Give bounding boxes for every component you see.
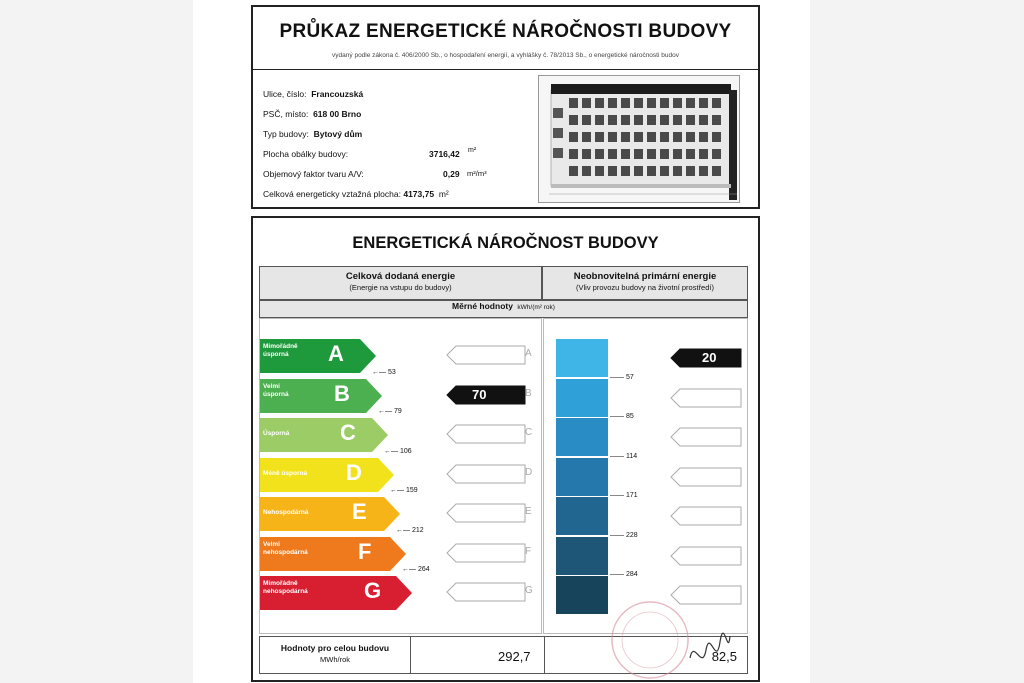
outline-class-letter: F bbox=[525, 545, 532, 557]
class-letter: G bbox=[364, 578, 382, 603]
area-unit: m² bbox=[438, 189, 449, 199]
class-boundary-tick: ←— 212 bbox=[396, 526, 424, 534]
building-window bbox=[634, 149, 643, 159]
building-window bbox=[660, 98, 669, 108]
outline-class-letter: E bbox=[525, 506, 532, 517]
envelope-value: 3716,42 bbox=[429, 149, 460, 159]
building-window bbox=[569, 149, 578, 159]
shape-row bbox=[263, 169, 487, 179]
right-column-title: Neobnovitelná primární energie bbox=[573, 271, 717, 282]
building-window bbox=[660, 115, 669, 125]
building-window bbox=[608, 98, 617, 108]
psc-row bbox=[263, 109, 361, 119]
building-window bbox=[686, 132, 695, 142]
energy-title: ENERGETICKÁ NÁROČNOST BUDOVY bbox=[352, 234, 659, 252]
building-window bbox=[647, 132, 656, 142]
building-window bbox=[699, 115, 708, 125]
primary-energy-band-g bbox=[556, 576, 608, 614]
outline-class-letter: G bbox=[525, 585, 533, 596]
left-column-subtitle: (Energie na vstupu do budovy) bbox=[349, 283, 452, 292]
outline-class-letter: C bbox=[525, 427, 533, 438]
building-window bbox=[686, 149, 695, 159]
primary-boundary-tick: —— 171 bbox=[610, 492, 638, 499]
building-window bbox=[621, 166, 630, 176]
whole-building-label-cell bbox=[260, 637, 411, 673]
building-window bbox=[712, 149, 721, 159]
specific-values-label: Měrné hodnoty bbox=[452, 301, 513, 311]
shape-value: 0,29 bbox=[443, 169, 460, 179]
primary-boundary-tick: —— 85 bbox=[610, 413, 634, 420]
building-window bbox=[634, 132, 643, 142]
divider bbox=[253, 69, 758, 70]
energy-class-b bbox=[260, 379, 382, 413]
primary-energy-band-f bbox=[556, 537, 608, 575]
specific-values-header bbox=[259, 300, 748, 318]
class-label: Úsporná bbox=[263, 430, 290, 437]
building-window bbox=[621, 98, 630, 108]
building-window bbox=[621, 149, 630, 159]
psc-value: 618 00 Brno bbox=[313, 109, 362, 119]
building-window bbox=[595, 166, 604, 176]
footer-divider bbox=[544, 637, 545, 673]
building-window bbox=[582, 98, 591, 108]
building-window bbox=[660, 149, 669, 159]
empty-class-arrow bbox=[446, 464, 526, 484]
class-letter: F bbox=[358, 538, 372, 564]
class-letter: B bbox=[334, 380, 350, 406]
building-window bbox=[608, 132, 617, 142]
empty-class-arrow bbox=[446, 543, 526, 563]
class-letter: E bbox=[352, 499, 367, 524]
specific-values-unit: kWh/(m² rok) bbox=[517, 304, 555, 311]
building-window bbox=[634, 98, 643, 108]
building-window bbox=[647, 98, 656, 108]
building-window bbox=[699, 149, 708, 159]
building-window bbox=[660, 166, 669, 176]
building-window bbox=[569, 115, 578, 125]
energy-class-g bbox=[260, 576, 412, 610]
building-window bbox=[569, 132, 578, 142]
certificate-title: PRŮKAZ ENERGETICKÉ NÁROČNOSTI BUDOVY bbox=[279, 21, 732, 42]
building-window bbox=[686, 115, 695, 125]
building-window bbox=[634, 115, 643, 125]
psc-label: PSČ, místo: bbox=[263, 109, 309, 119]
empty-class-arrow bbox=[446, 582, 526, 602]
delivered-energy-value: 70 bbox=[472, 386, 487, 402]
energy-class-e bbox=[260, 497, 400, 531]
street-row bbox=[263, 89, 363, 99]
primary-boundary-tick: —— 57 bbox=[610, 373, 634, 381]
building-window bbox=[699, 166, 708, 176]
outline-class-letter: D bbox=[525, 466, 533, 478]
primary-energy-band-d bbox=[556, 458, 608, 496]
building-window bbox=[608, 166, 617, 176]
building-window bbox=[569, 98, 578, 108]
building-window bbox=[712, 132, 721, 142]
primary-boundary-tick: —— 284 bbox=[610, 571, 638, 578]
class-letter: D bbox=[346, 459, 362, 485]
building-window bbox=[634, 166, 643, 176]
building-window bbox=[569, 166, 578, 176]
class-label: Velmi úsporná bbox=[263, 382, 289, 398]
energy-class-f bbox=[260, 537, 406, 571]
building-info bbox=[263, 79, 533, 199]
building-window bbox=[673, 98, 682, 108]
building-window bbox=[660, 132, 669, 142]
area-value: 4173,75 bbox=[403, 189, 435, 199]
building-window bbox=[621, 115, 630, 125]
building-window bbox=[595, 98, 604, 108]
right-column-subtitle: (Vliv provozu budovy na životní prostředí) bbox=[576, 283, 714, 292]
building-window bbox=[582, 132, 591, 142]
class-label: Nehospodárná bbox=[263, 509, 309, 516]
building-illustration bbox=[539, 76, 739, 202]
building-photo bbox=[538, 75, 740, 203]
building-window bbox=[621, 132, 630, 142]
street-label: Ulice, číslo: bbox=[263, 89, 307, 99]
building-window bbox=[686, 98, 695, 108]
right-column-header bbox=[542, 266, 748, 300]
left-column-header bbox=[259, 266, 542, 300]
empty-class-arrow bbox=[670, 506, 742, 526]
energy-class-c bbox=[260, 418, 388, 452]
building-window bbox=[595, 115, 604, 125]
class-label: Velmi nehospodárná bbox=[263, 540, 308, 556]
certificate-header-box bbox=[251, 5, 760, 209]
building-window bbox=[647, 149, 656, 159]
primary-boundary-tick: —— 114 bbox=[610, 452, 638, 460]
building-window bbox=[712, 166, 721, 176]
primary-energy-band-e bbox=[556, 497, 608, 535]
building-window bbox=[595, 149, 604, 159]
class-boundary-tick: ←— 79 bbox=[378, 408, 402, 415]
building-window bbox=[712, 115, 721, 125]
primary-energy-scale bbox=[543, 318, 748, 634]
building-window bbox=[608, 115, 617, 125]
empty-class-arrow bbox=[670, 427, 742, 447]
class-boundary-tick: ←— 264 bbox=[402, 566, 430, 573]
building-window bbox=[647, 166, 656, 176]
whole-building-unit: MWh/rok bbox=[320, 655, 350, 664]
signature bbox=[684, 628, 734, 678]
building-window bbox=[673, 115, 682, 125]
class-boundary-tick: ←— 159 bbox=[390, 487, 418, 494]
envelope-label: Plocha obálky budovy: bbox=[263, 149, 349, 159]
class-boundary-tick: ←— 53 bbox=[372, 368, 396, 376]
empty-class-arrow bbox=[446, 424, 526, 444]
building-window bbox=[699, 132, 708, 142]
primary-energy-value: 20 bbox=[702, 350, 717, 365]
empty-class-arrow bbox=[670, 546, 742, 566]
primary-energy-band-a bbox=[556, 339, 608, 377]
delivered-energy-total: 292,7 bbox=[498, 649, 531, 664]
building-window bbox=[673, 132, 682, 142]
class-label: Mimořádně úsporná bbox=[263, 343, 298, 358]
area-row bbox=[263, 189, 449, 199]
class-boundary-tick: ←— 106 bbox=[384, 447, 412, 455]
energy-class-d bbox=[260, 458, 394, 492]
certificate-subtitle: vydaný podle zákona č. 406/2000 Sb., o hospodaření energií, a vyhlášky č. 78/2013 Sb., o energetické náročnosti budov bbox=[332, 52, 679, 59]
building-window bbox=[673, 166, 682, 176]
empty-class-arrow bbox=[670, 467, 742, 487]
building-window bbox=[712, 98, 721, 108]
type-label: Typ budovy: bbox=[263, 129, 309, 139]
building-window bbox=[647, 115, 656, 125]
building-window bbox=[699, 98, 708, 108]
whole-building-label: Hodnoty pro celou budovu bbox=[280, 643, 390, 653]
type-row bbox=[263, 129, 362, 139]
building-window bbox=[582, 166, 591, 176]
class-label: Méně úsporná bbox=[263, 469, 308, 477]
area-label: Celková energeticky vztažná plocha: bbox=[263, 189, 401, 199]
empty-class-arrow bbox=[446, 503, 526, 523]
outline-class-letter: A bbox=[525, 348, 532, 359]
primary-boundary-tick: —— 228 bbox=[610, 531, 638, 539]
class-label: Mimořádně nehospodárná bbox=[263, 580, 308, 595]
energy-class-a bbox=[260, 339, 376, 373]
delivered-energy-scale bbox=[259, 318, 542, 634]
type-value: Bytový dům bbox=[313, 129, 363, 139]
shape-unit: m²/m³ bbox=[467, 169, 487, 178]
primary-energy-band-c bbox=[556, 418, 608, 456]
building-window bbox=[582, 115, 591, 125]
left-column-title: Celková dodaná energie bbox=[345, 271, 456, 282]
envelope-row bbox=[263, 147, 477, 159]
building-window bbox=[686, 166, 695, 176]
primary-energy-band-b bbox=[556, 379, 608, 417]
street-value: Francouzská bbox=[311, 89, 364, 99]
empty-class-arrow bbox=[446, 345, 526, 365]
primary-energy-total: 82,5 bbox=[711, 649, 737, 664]
shape-label: Objemový faktor tvaru A/V: bbox=[263, 169, 364, 179]
building-window bbox=[608, 149, 617, 159]
envelope-unit: m² bbox=[468, 147, 477, 154]
empty-class-arrow bbox=[670, 388, 742, 408]
class-letter: C bbox=[340, 420, 356, 445]
building-window bbox=[673, 149, 682, 159]
outline-class-letter: B bbox=[525, 387, 532, 399]
building-window bbox=[595, 132, 604, 142]
class-letter: A bbox=[328, 341, 344, 366]
building-window bbox=[582, 149, 591, 159]
